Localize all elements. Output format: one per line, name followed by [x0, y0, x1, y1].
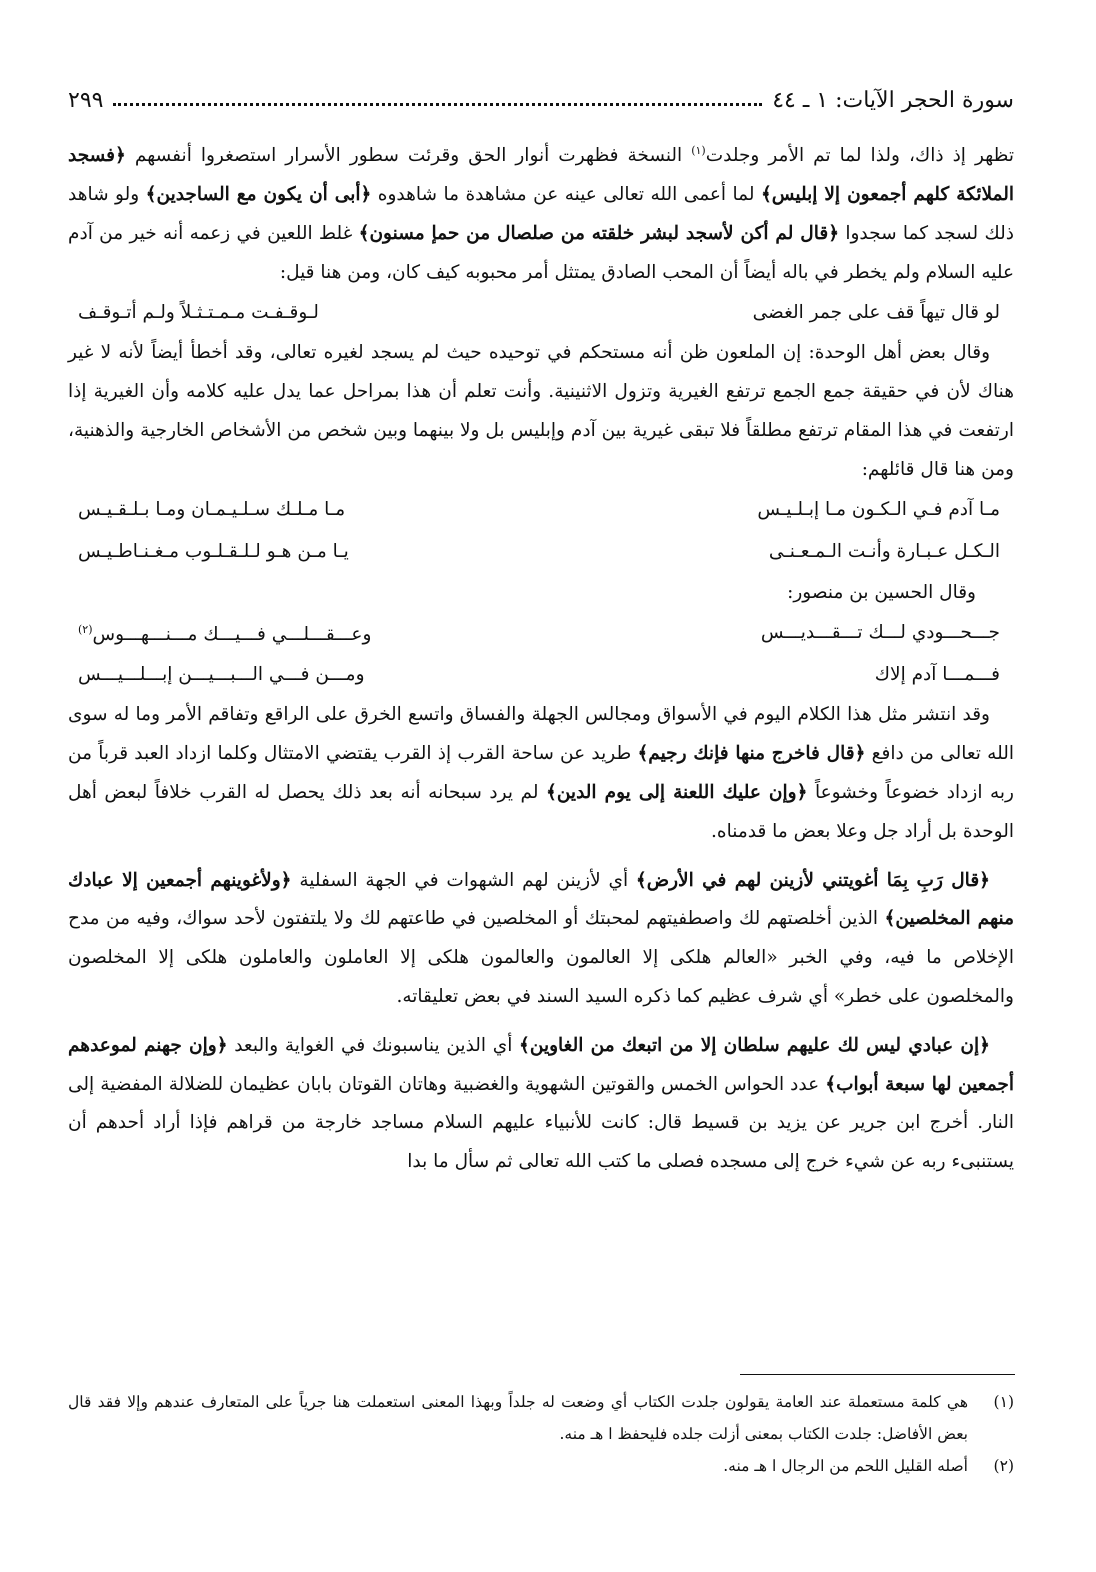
verse-left-hemistich: [78, 611, 450, 655]
verse-text: وعـــقـــلـــي فـــيـــك مـــنـــهـــوس: [92, 624, 372, 646]
header-title: سورة الحجر الآيات: ١ ـ ٤٤: [772, 87, 1014, 113]
footnote-separator: [740, 1374, 1015, 1375]
paragraph-2: وقال بعض أهل الوحدة: إن الملعون ظن أنه مستحكم في توحيده حيث لم يسجد لغيره تعالى، وقد أخطأ أيضاً لأنه لا غير هناك لأن في حقيقة جمع الجمع ترتفع الغيرية وتزول الاثنينية. وأنت تعلم أن هذا بمراحل عما يدل عليه كلامه وأن الغيرية إذا ارتفعت في هذا المقام ترتفع مطلقاً فلا تبقى غيرية بين آدم وإبليس بل ولا بينهما وبين شخص من الأشخاص الخارجية والذهنية، ومن هنا قال قائلهم:: [68, 342, 1014, 480]
quran-verse: ﴿أبى أن يكون مع الساجدين﴾: [145, 183, 372, 205]
verse-left-hemistich: ومـــن فـــي الـــبـــيـــن إبـــلـــيـــس: [78, 663, 365, 685]
quran-verse: ﴿إن عبادي ليس لك عليهم سلطان إلا من اتبعك من الغاوين﴾: [519, 1034, 990, 1056]
footnote-ref-2[interactable]: (٢): [78, 623, 93, 637]
poetry-verse: [68, 292, 1014, 334]
verse-right-hemistich: مـا آدم فـي الـكـون مـا إبـلـيـس: [757, 499, 1000, 521]
quran-verse: ﴿وإن عليك اللعنة إلى يوم الدين﴾: [546, 781, 808, 803]
text-run: طريد عن ساحة القرب إذ القرب يقتضي الامتثال وكلما ازداد العبد قرباً من ربه ازداد خضوعاً وخشوعاً: [68, 743, 1014, 803]
page-number: ٢٩٩: [68, 87, 104, 113]
main-text: [68, 132, 1014, 1182]
poetry-verse: [68, 490, 1014, 532]
text-run: الذين أخلصتهم لك واصطفيتهم لمحبتك أو المخلصين في طاعتهم لك ولا يلتفتون لأحد سواك، وفيه من مدح الإخلاص ما فيه، وفي الخبر «العالم هلكى إلا العالمون والعالمون هلكى إلا العاملون والعاملون هلكى إلا المخلصون والمخلصون على خطر» أي شرف عظيم كما ذكره السيد السند في بعض تعليقاته.: [68, 908, 1014, 1007]
text-run: وقد انتشر مثل هذا الكلام اليوم في الأسواق ومجالس الجهلة والفساق واتسع الخرق على الراقع وتفاقم الأمر وما له سوى الله تعالى من دافع: [68, 704, 1014, 765]
text-run: لم يرد سبحانه أنه بعد ذلك يحصل له القرب خلافاً لبعض أهل الوحدة بل أراد جل وعلا بعض ما قدمناه.: [68, 781, 1014, 842]
quran-verse: ﴿قال رَبِ بِمَا أغويتني لأزينن لهم في الأرض﴾: [635, 869, 991, 891]
footnote-1: [68, 1386, 1014, 1450]
footnote-2: [68, 1450, 1014, 1482]
text-run: النسخة فظهرت أنوار الحق وقرئت سطور الأسرار استصغروا أنفسهم: [125, 145, 692, 167]
quran-verse: ﴿ولأغوينهم أجمعين إلا عبادك منهم المخلصين﴾: [68, 869, 1014, 930]
footnote-text: هي كلمة مستعملة عند العامة يقولون جلدت الكتاب أي وضعت له جلداً وبهذا المعنى استعملت هنا جرياً على المتعارف عندهم وإلا فقد قال بعض الأفاضل: جلدت الكتاب بمعنى أزلت جلده فليحفظ ا هـ منه.: [68, 1393, 968, 1443]
paragraph-6: [68, 1027, 1014, 1182]
paragraph-4: [68, 696, 1014, 851]
poetry-verse: [68, 654, 1014, 696]
verse-right-hemistich: فـــمـــا آدم إلاك: [874, 663, 1000, 685]
text-run: غلط اللعين في زعمه أنه خير من آدم عليه السلام ولم يخطر في باله أيضاً أن المحب الصادق يمتثل أمر محبوبه كيف كان، ومن هنا قيل:: [68, 222, 1014, 283]
header-dot-leader: [113, 103, 762, 106]
running-header: [68, 78, 1014, 122]
text-run: عدد الحواس الخمس والقوتين الشهوية والغضبية وهاتان القوتان بابان عظيمان للضلالة المفضية إلى النار. أخرج ابن جرير عن يزيد بن قسيط قال: كانت للأنبياء عليهم السلام مساجد خارجة من قراهم فإذا أراد أحدهم أن يستنبىء ربه عن شيء خرج إلى مسجده فصلى ما كتب الله تعالى ثم سأل ما بدا: [68, 1073, 1014, 1173]
footnote-number: (١): [993, 1393, 1014, 1411]
poetry-verse: [68, 612, 1014, 654]
quran-verse: ﴿فسجد الملائكة كلهم أجمعون إلا إبليس﴾: [68, 145, 1015, 205]
text-run: تظهر إذ ذاك، ولذا لما تم الأمر وجلدت: [705, 145, 1014, 167]
paragraph-1: [68, 132, 1014, 292]
verse-right-hemistich: جـــحـــودي لـــك تـــقـــديـــس: [760, 621, 1000, 643]
footnote-ref-1[interactable]: (١): [691, 144, 706, 157]
quran-verse: ﴿وإن جهنم لموعدهم أجمعين لها سبعة أبواب﴾: [68, 1034, 1014, 1095]
verse-left-hemistich: لـوقـفـت مـمـتـثـلاً ولـم أتـوقـف: [78, 301, 319, 323]
text-run: أي لأزينن لهم الشهوات في الجهة السفلية: [291, 869, 636, 891]
paragraph-3: وقال الحسين بن منصور:: [787, 581, 976, 603]
verse-left-hemistich: مـا مـلـك سـلـيـمـان ومـا بـلـقـيـس: [78, 499, 346, 521]
paragraph-5: [68, 862, 1014, 1017]
poetry-verse: [68, 532, 1014, 574]
footnote-text: أصله القليل اللحم من الرجال ا هـ منه.: [723, 1457, 968, 1475]
quran-verse: ﴿قال لم أكن لأسجد لبشر خلقته من صلصال من حمإ مسنون﴾: [358, 222, 840, 244]
verse-left-hemistich: يـا مـن هـو لـلـقـلـوب مـغـنـاطـيـس: [78, 541, 349, 563]
text-run: أي الذين يناسبونك في الغواية والبعد: [227, 1034, 520, 1056]
text-run: ولو شاهد ذلك لسجد كما سجدوا: [68, 183, 1014, 244]
verse-right-hemistich: الـكـل عـبـارة وأنـت الـمـعـنـى: [768, 541, 1000, 563]
text-run: لما أعمى الله تعالى عينه عن مشاهدة ما شاهدوه: [371, 183, 761, 205]
quran-verse: ﴿قال فاخرج منها فإنك رجيم﴾: [637, 743, 866, 765]
verse-right-hemistich: لو قال تيهاً قف على جمر الغضى: [752, 301, 1000, 323]
footnote-number: (٢): [993, 1457, 1014, 1475]
footnotes: [68, 1386, 1014, 1482]
